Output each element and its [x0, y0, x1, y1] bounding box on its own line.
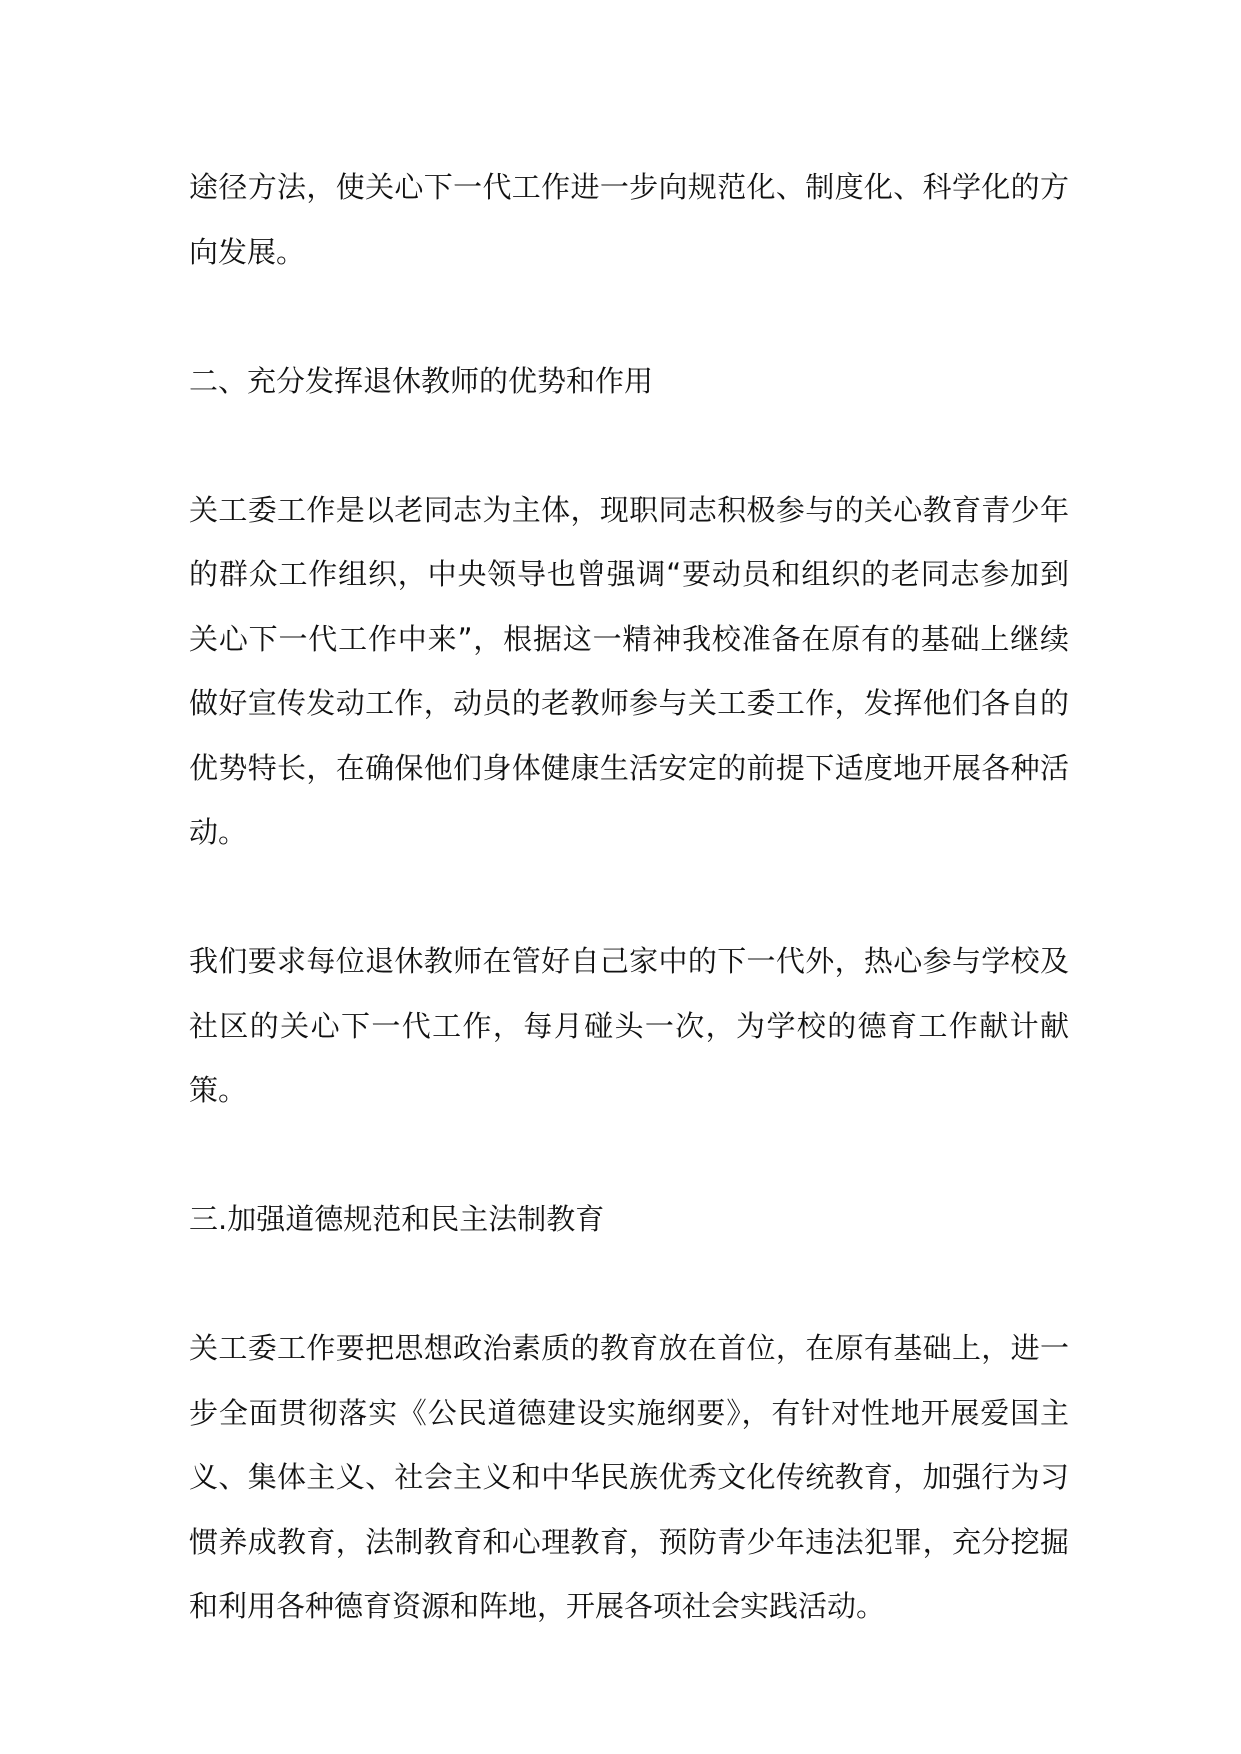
paragraph-moral-legal-education: 关工委工作要把思想政治素质的教育放在首位，在原有基础上，进一步全面贯彻落实《公民道德建设实施纲要》，有针对性地开展爱国主义、集体主义、社会主义和中华民族优秀文化传统教育，加强行为习惯养成教育，法制教育和心理教育，预防青少年违法犯罪，充分挖掘和利用各种德育资源和阵地，开展各项社会实践活动。 [189, 1331, 1069, 1623]
paragraph-intro-continuation: 途径方法，使关心下一代工作进一步向规范化、制度化、科学化的方向发展。 [189, 170, 1069, 269]
document-body [189, 155, 1069, 1703]
paragraph-retired-teachers-role: 关工委工作是以老同志为主体，现职同志积极参与的关心教育青少年的群众工作组织，中央领导也曾强调“要动员和组织的老同志参加到关心下一代工作中来”，根据这一精神我校准备在原有的基础上继续做好宣传发动工作，动员的老教师参与关工委工作，发挥他们各自的优势特长，在确保他们身体健康生活安定的前提下适度地开展各种活动。 [189, 492, 1069, 849]
paragraph-retired-teachers-requirements: 我们要求每位退休教师在管好自己家中的下一代外，热心参与学校及社区的关心下一代工作，每月碰头一次，为学校的德育工作献计献策。 [189, 944, 1069, 1107]
section-heading-3: 三.加强道德规范和民主法制教育 [189, 1202, 605, 1236]
section-heading-2: 二、充分发挥退休教师的优势和作用 [189, 363, 654, 398]
